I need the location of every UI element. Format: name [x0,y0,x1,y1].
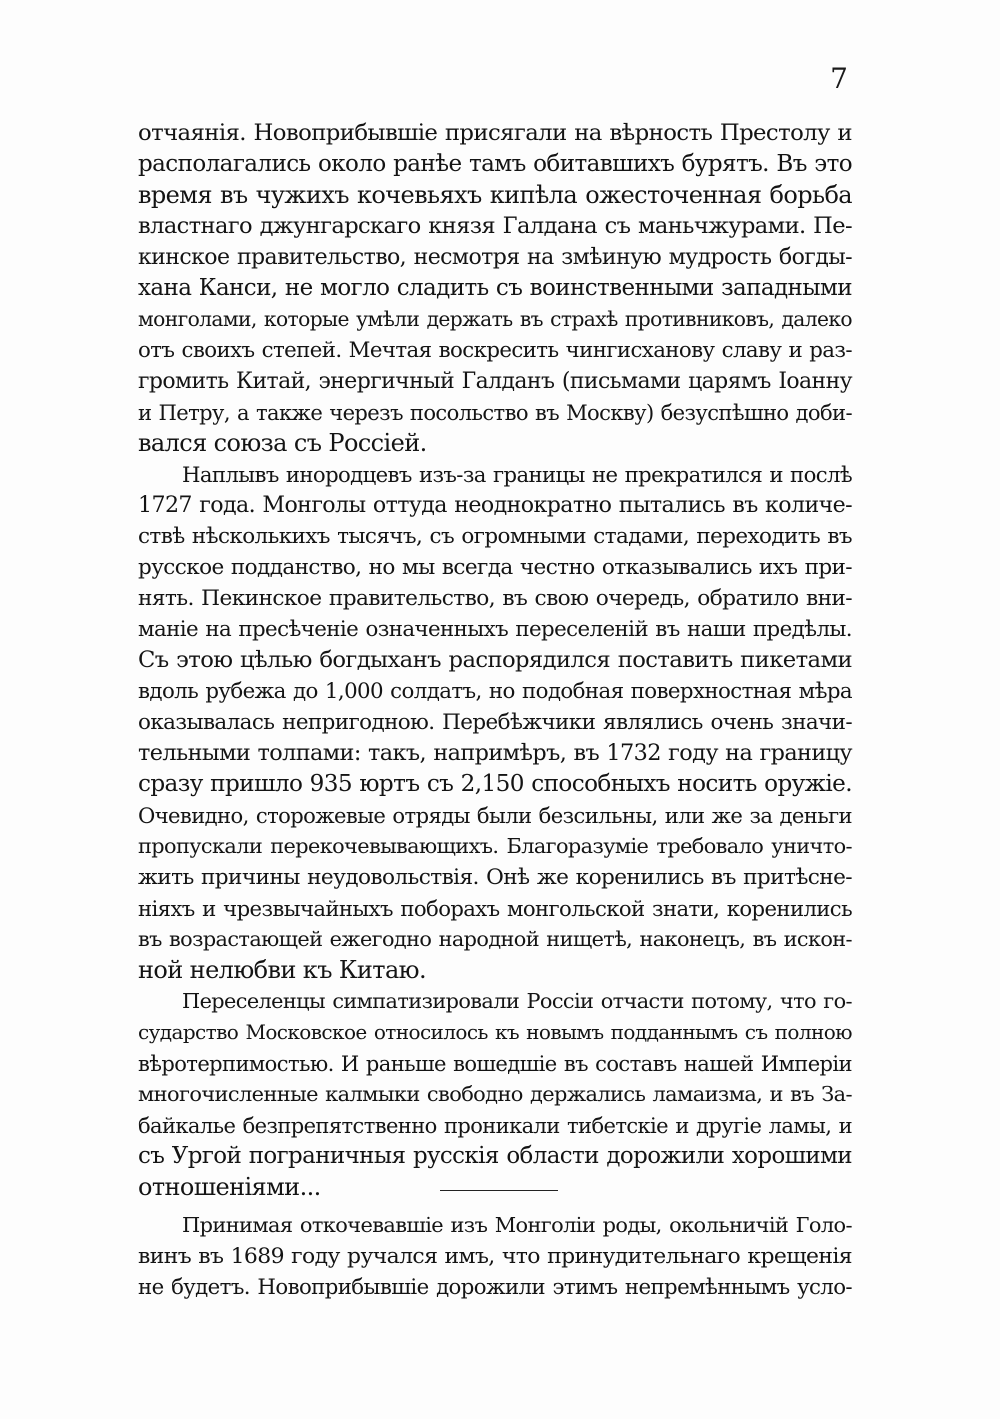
text-line: пропускали перекочевывающихъ. Благоразуміе требовало уничто- [138,834,852,858]
text-line: монголами, которые умѣли держать въ страхѣ противниковъ, далеко [138,307,852,331]
text-line: отъ своихъ степей. Мечтая воскресить чингисханову славу и раз- [138,338,852,363]
text-line: властнаго джунгарскаго князя Галдана съ маньчжурами. Пе- [138,213,852,239]
text-line: Наплывъ инородцевъ изъ-за границы не прекратился и послѣ [182,462,852,487]
paragraph [138,986,852,1203]
footnote [138,1210,852,1303]
text-line: ной нелюбви къ Китаю. [138,956,426,984]
footnote-divider [440,1190,558,1191]
text-line: и Петру, а также черезъ посольство въ Москву) безуспѣшно доби- [138,400,852,425]
main-text [138,118,852,1203]
text-line: время въ чужихъ кочевьяхъ кипѣла ожесточенная борьба [138,181,852,209]
text-line: вдоль рубежа до 1,000 солдатъ, но подобная поверхностная мѣра [138,679,852,704]
text-line: Съ этою цѣлью богдыханъ распорядился поставить пикетами [138,647,852,673]
paragraph [138,118,852,459]
text-line: многочисленные калмыки свободно держались ламаизма, и въ За- [138,1082,852,1106]
footnote-line: не будетъ. Новоприбывшіе дорожили этимъ непремѣннымъ усло- [138,1275,852,1300]
text-line: тельными толпами: такъ, напримѣръ, въ 1732 году на границу [138,740,852,766]
text-line: Очевидно, сторожевые отряды были безсильны, или же за деньги [138,803,852,828]
page-number: 7 [830,62,848,95]
text-line: маніе на пресѣченіе означенныхъ переселеній въ наши предѣлы. [138,617,852,642]
footnote-line: Принимая откочевавшіе изъ Монголіи роды, окольничій Голо- [182,1213,852,1237]
text-line: громить Китай, энергичный Галданъ (письмами царямъ Іоанну [138,369,852,394]
text-line: 1727 года. Монголы оттуда неоднократно пытались въ количе- [138,492,852,518]
text-line: ніяхъ и чрезвычайныхъ поборахъ монгольской знати, коренились [138,896,852,921]
text-line: располагались около ранѣе тамъ обитавшихъ бурятъ. Въ это [138,151,852,177]
text-line: кинское правительство, несмотря на змѣиную мудрость богды- [138,245,852,270]
text-line: байкалье безпрепятственно проникали тибетскіе и другіе ламы, и [138,1113,852,1138]
text-line: въ возрастающей ежегодно народной нищетѣ, наконецъ, въ искон- [138,927,852,951]
text-line: оказывалась непригодною. Перебѣжчики являлись очень значи- [138,710,852,735]
text-line: вался союза съ Россіей. [138,429,427,457]
paragraph [138,459,852,986]
text-line: жить причины неудовольствія. Онѣ же коренились въ притѣсне- [138,865,852,890]
text-line: хана Канси, не могло сладить съ воинственными западными [138,275,852,301]
text-line: Переселенцы симпатизировали Россіи отчасти потому, что го- [182,989,852,1013]
text-line: вѣротерпимостью. И раньше вошедшіе въ составъ нашей Имперіи [138,1051,852,1076]
text-line: сударство Московское относилось къ новымъ подданнымъ съ полною [138,1020,852,1044]
text-line: сразу пришло 935 юртъ съ 2,150 способныхъ носить оружіе. [138,771,852,797]
text-line: отношеніями... [138,1173,321,1201]
footnote-line: винъ въ 1689 году ручался имъ, что принудительнаго крещенія [138,1244,852,1269]
text-line: русское подданство, но мы всегда честно отказывались ихъ при- [138,555,852,580]
text-line: ствѣ нѣсколькихъ тысячъ, съ огромными стадами, переходить въ [138,524,852,549]
text-line: нять. Пекинское правительство, въ свою очередь, обратило вни- [138,586,852,611]
text-line: съ Ургой пограничныя русскія области дорожили хорошими [138,1143,852,1169]
text-line: отчаянія. Новоприбывшіе присягали на вѣрность Престолу и [138,120,852,146]
